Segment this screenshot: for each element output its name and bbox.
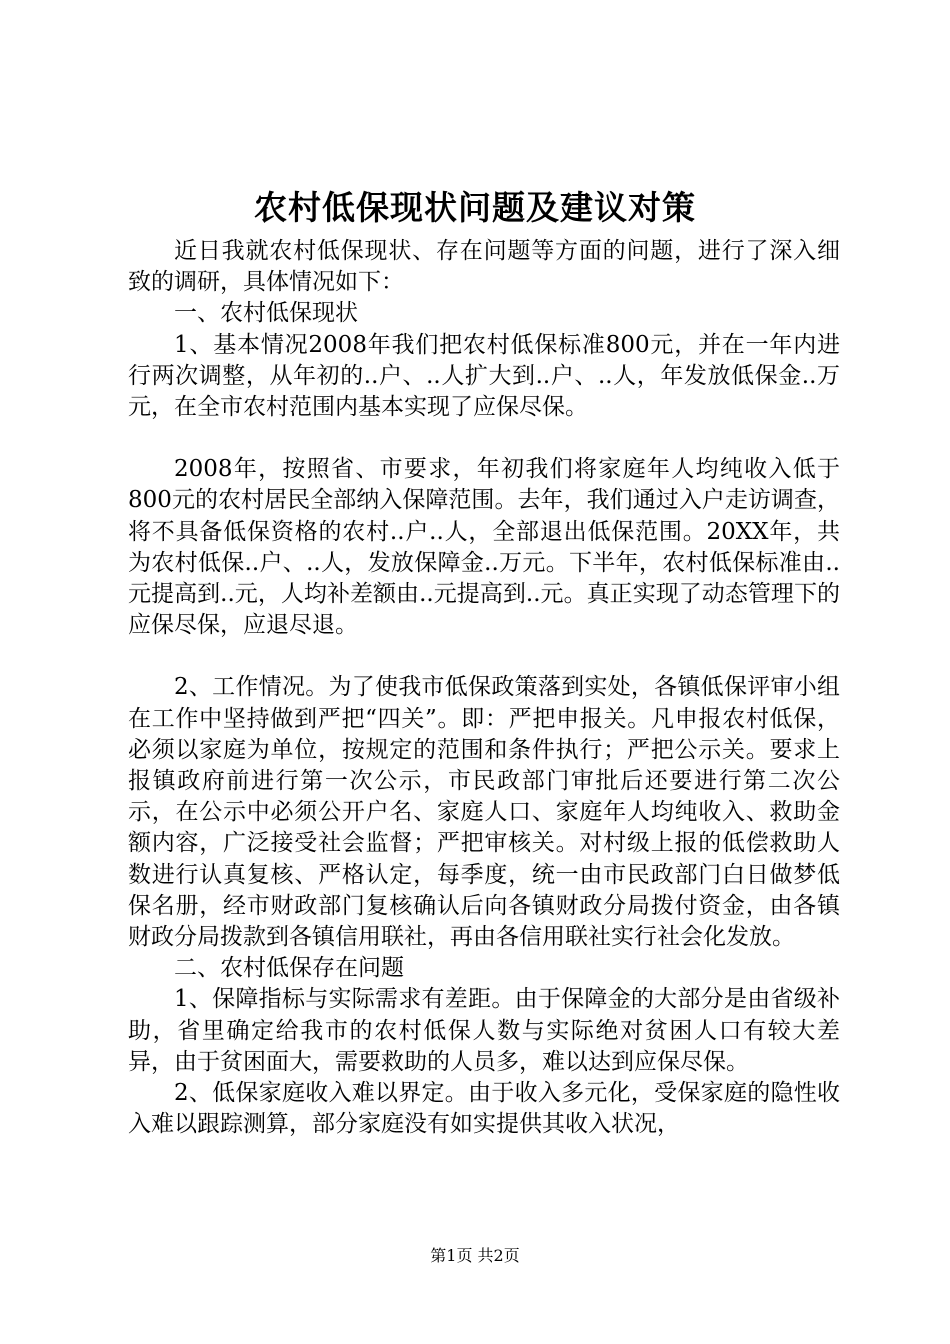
section-heading-problems: 二、农村低保存在问题	[174, 955, 404, 982]
document-body	[128, 236, 840, 1140]
paragraph-problem-2: 2、低保家庭收入难以界定。由于收入多元化，受保家庭的隐性收入难以跟踪测算，部分家庭没有如实提供其收入状况，	[128, 1080, 840, 1138]
paragraph-problem-1: 1、保障指标与实际需求有差距。由于保障金的大部分是由省级补助，省里确定给我市的农村低保人数与实际绝对贫困人口有较大差异，由于贫困面大，需要救助的人员多，难以达到应保尽保。	[128, 986, 840, 1075]
section-heading-status: 一、农村低保现状	[174, 300, 358, 327]
paragraph-basic-situation: 1、基本情况2008年我们把农村低保标准800元，并在一年内进行两次调整，从年初的..户、..人扩大到..户、..人，年发放低保金..万元，在全市农村范围内基本实现了应保尽保。	[128, 331, 840, 421]
document-title: 农村低保现状问题及建议对策	[254, 188, 696, 227]
paragraph-intro: 近日我就农村低保现状、存在问题等方面的问题，进行了深入细致的调研，具体情况如下：	[128, 238, 840, 296]
paragraph-2008: 2008年，按照省、市要求，年初我们将家庭年人均纯收入低于800元的农村居民全部纳入保障范围。去年，我们通过入户走访调查，将不具备低保资格的农村..户..人，全部退出低保范围。20XX年，共为农村低保..户、..人，发放保障金..万元。下半年，农村低保标准由..元提高到..元，人均补差额由..元提高到..元。真正实现了动态管理下的应保尽保，应退尽退。	[128, 456, 840, 639]
paragraph-work-situation: 2、工作情况。为了使我市低保政策落到实处，各镇低保评审小组在工作中坚持做到严把“四关”。即：严把申报关。凡申报农村低保，必须以家庭为单位，按规定的范围和条件执行；严把公示关。要求上报镇政府前进行第一次公示，市民政部门审批后还要进行第二次公示，在公示中必须公开户名、家庭人口、家庭年人均纯收入、救助金额内容，广泛接受社会监督；严把审核关。对村级上报的低偿救助人数进行认真复核、严格认定，每季度，统一由市民政部门白日做梦低保名册，经市财政部门复核确认后向各镇财政分局拨付资金，由各镇财政分局拨款到各镇信用联社，再由各信用联社实行社会化发放。	[128, 674, 840, 951]
page-footer: 第1页 共2页	[430, 1246, 520, 1265]
